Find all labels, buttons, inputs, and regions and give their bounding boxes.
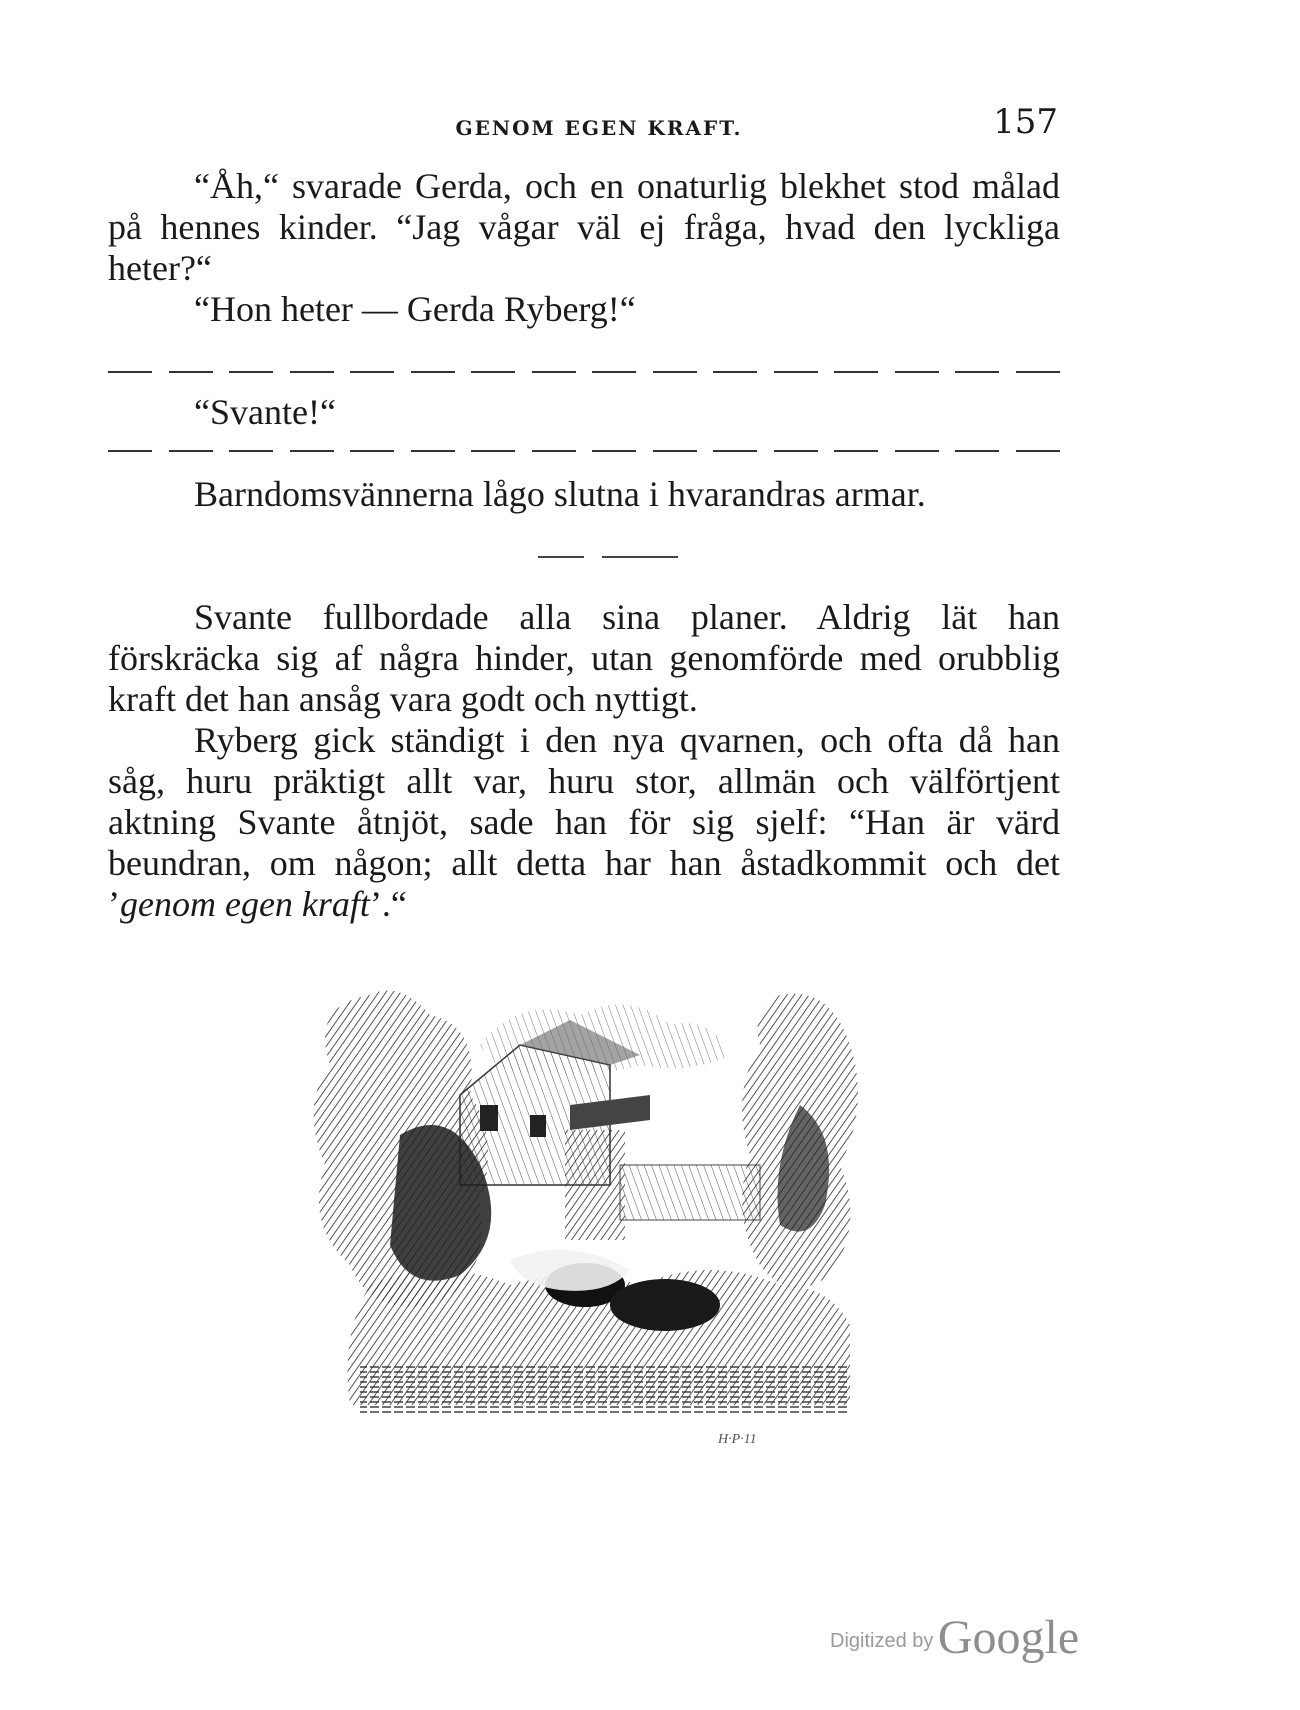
dash-separator-1 (108, 371, 1060, 373)
dialogue-block-svante (108, 392, 1060, 433)
engraver-signature: H·P·11 (718, 1432, 757, 1447)
paragraph-name-reveal: “Hon heter — Gerda Ryberg!“ (194, 289, 636, 329)
running-title: GENOM EGEN KRAFT. (455, 116, 743, 140)
digitized-by-text: Digitized by (830, 1630, 934, 1652)
dialogue-block-top (108, 166, 1060, 330)
page-header (108, 102, 1060, 146)
paragraph-ryberg-admiration (108, 720, 1060, 925)
ryberg-text: Ryberg gick ständigt i den nya qvarnen, och ofta då han såg, huru präktigt allt var, huru stor, allmän och välförtjent aktning Svante åtnjöt, sade han för sig sjelf: “Han är värd beundran, om någon; allt detta har han åstadkommit och det ’ (108, 720, 1060, 924)
italic-title-phrase: genom egen kraft (120, 884, 370, 924)
paragraph-svante-exclaim: “Svante!“ (194, 392, 336, 432)
google-logo-text: Google (937, 1611, 1080, 1664)
page-number: 157 (993, 102, 1058, 142)
closing-block (108, 597, 1060, 925)
paragraph-embrace: Barndomsvännerna lågo slutna i hvarandras armar. (194, 474, 926, 514)
closing-quote: ’.“ (369, 884, 407, 924)
embrace-block (108, 474, 1060, 515)
digitized-watermark (830, 1610, 1079, 1665)
paragraph-gerda-reply: “Åh,“ svarade Gerda, och en onaturlig blekhet stod målad på hennes kinder. “Jag vågar väl ej fråga, hvad den lyckliga heter?“ (108, 166, 1060, 288)
mill-engraving-illustration (310, 985, 880, 1455)
section-break-dash (538, 556, 678, 558)
paragraph-svante-plans: Svante fullbordade alla sina planer. Aldrig lät han förskräcka sig af några hinder, utan genomförde med orubblig kraft det han ansåg vara godt och nyttigt. (108, 597, 1060, 719)
dash-separator-2 (108, 450, 1060, 452)
